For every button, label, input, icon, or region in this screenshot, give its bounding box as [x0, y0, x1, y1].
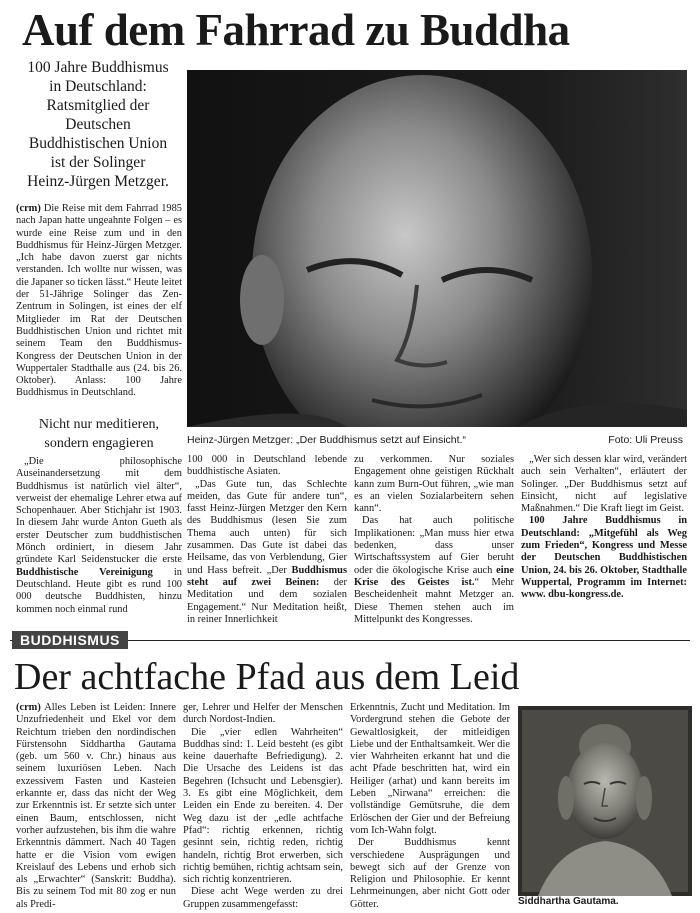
bold-text: eine Krise des Geistes ist. — [354, 564, 514, 588]
paragraph: zu verkommen. Nur soziales Engagement ohne geistigen Rückhalt kann zum Burn-Out führen, „wie man es an vielen Sozialarbeitern sehen kann“. — [354, 454, 514, 515]
column-3 — [354, 454, 514, 626]
author-lead: (crm) — [16, 203, 41, 214]
event-info-text: 100 Jahre Buddhismus in Deutschland: „Mitgefühl als Weg zum Frieden“, Kongress und Messe der Deutschen Buddhistischen Union, 24. bis 26. Oktober, Stadthalle Wuppertal, Programm im Internet: www. dbu-kongress.de. — [521, 515, 687, 601]
subheading — [16, 415, 182, 453]
paragraph — [16, 456, 182, 616]
body-text: “ Mehr Bescheidenheit mahnt Metzger an. Diese Themen stehen auch im Mittelpunkt des Kongresses. — [354, 576, 515, 625]
body-text: Die Reise mit dem Fahrrad 1985 nach Japan hatte ungeahnte Folgen – es wurde eine Reise zum und in den Buddhismus für Heinz-Jürgen Metzger. „Ich habe davon zuerst gar nichts verstanden. Ich wollte nur wissen, was die Japaner so ticken lässt.“ Heute leitet der 51-Jährige Solinger das Zen-Zentrum in Solingen, ist eines der elf Mitglieder im Rat der Deutschen Buddhistischen Union und richtet mit seinem Team den Buddhismus-Kongress der Deutschen Union in der Wuppertaler Stadthalle aus (24. bis 26. Oktober). Anlass: 100 Jahre Buddhismus in Deutschland. — [16, 203, 182, 399]
paragraph — [16, 702, 176, 911]
subheading-line: sondern engagieren — [44, 436, 154, 451]
intro-line: Buddhistischen Union — [28, 135, 168, 152]
bold-text: Buddhismus steht auf zwei Beinen: — [187, 564, 347, 588]
intro-line: Ratsmitglied der — [46, 97, 150, 114]
author-lead: (crm) — [16, 702, 41, 713]
headline-2: Der achtfache Pfad aus dem Leid — [14, 656, 520, 698]
intro-deck — [14, 58, 182, 191]
caption-text: Heinz-Jürgen Metzger: „Der Buddhismus setzt auf Einsicht.“ — [187, 434, 466, 446]
photo-credit: Foto: Uli Preuss — [608, 434, 683, 446]
paragraph: Erkenntnis, Zucht und Meditation. Im Vordergrund stehen die Gebote der Gewaltlosigkeit, der mitleidigen Liebe und der Enthaltsamkeit. Wer die vier Wahrheiten erkannt hat und die acht Pfade beschritten hat, wird ein Heiliger (arhat) und kann bereits im Leben „Nirwana“ erreichen: die vollständige Gemütsruhe, die dem Erlöschen der Gier und der Befreiung vom Ich-Wahn folgt. — [350, 702, 510, 836]
section-kicker: BUDDHISMUS — [12, 631, 128, 649]
body-text: Alles Leben ist Leiden: Innere Unzufriedenheit und Ekel vor dem Reichtum trieben den nordindischen Fürstensohn Siddhartha Gautama (geb. um 560 v. Chr.) hinaus aus seinem luxuriösen Leben. Nach exzessivem Fasten und Kasteien erkannte er, dass das nicht der Weg zur Erkenntnis ist. Er setzte sich unter einen Baum, entschlossen, nicht vorher aufzustehen, bis ihm die wahre Erkenntnis dämmert. Nach 40 Tagen hatte er die Vision vom ewigen Kreislauf des Lebens und erhob sich als „Erwachter“ (Sanskrit: Buddha). Bis zu seinem Tod mit 80 zog er nun als Predi- — [16, 702, 177, 910]
column-1-bottom — [16, 456, 182, 616]
intro-line: ist der Solinger — [50, 154, 146, 171]
column-1-article-2 — [16, 702, 176, 911]
body-text: der Meditation und dem sozialen Engagement.“ Nur Meditation heißt, in reiner Innerlichkeit — [187, 576, 347, 625]
paragraph: „Wer sich dessen klar wird, verändert auch sein Verhalten“, erläutert der Solinger. „Der Buddhismus setzt auf Einsicht, nicht auf legislative Maßnahmen.“ Die Kraft liegt im Geist. — [521, 454, 687, 515]
column-1-top — [16, 203, 182, 400]
intro-line: Deutschen — [65, 116, 131, 133]
paragraph: Diese acht Wege werden zu drei Gruppen zusammengefasst: — [183, 886, 343, 910]
portrait-image — [187, 70, 687, 427]
body-text: in Deutschland. Heute gibt es rund 100 000 deutsche Buddhisten, hinzu kommen noch einmal rund — [16, 566, 182, 615]
intro-line: in Deutschland: — [49, 78, 147, 95]
paragraph: Der Buddhismus kennt verschiedene Ausprägungen und bewegt sich auf der Grenze von Religion und Philosophie. Er kennt Lehrmeinungen, aber nicht Gott oder Götter. — [350, 837, 510, 910]
bold-text: Buddhistische Vereinigung — [16, 566, 153, 578]
paragraph: Die „vier edlen Wahrheiten“ Buddhas sind: 1. Leid besteht (es gibt keine dauerhafte Befriedigung). 2. Die Ursache des Leidens ist das Begehren (Ichsucht und Lebensgier). 3. Es gibt eine Möglichkeit, dem Leiden ein Ende zu bereiten. 4. Der Weg dazu ist der „edle achtfache Pfad“: richtig erkennen, richtig gesinnt sein, richtig reden, richtig handeln, richtig Brot erwerben, sich richtig bemühen, richtig achtsam sein, sich richtig konzentrieren. — [183, 726, 343, 886]
column-3-article-2 — [350, 702, 510, 911]
paragraph — [354, 515, 514, 626]
portrait-photo — [187, 70, 687, 427]
intro-line: Heinz-Jürgen Metzger. — [27, 173, 169, 190]
column-4 — [521, 454, 687, 602]
body-text: „Das Gute tun, das Schlechte meiden, das Gute für andere tun“, fasst Heinz-Jürgen Metzger den Kern des Buddhismus (lesen Sie zum Thema auch unten) für sich zusammen. Das Gute ist dabei das Heilsame, das von Verblendung, Gier und Hass befreit. „Der — [187, 478, 347, 576]
body-text: „Die philosophische Auseinandersetzung mit dem Buddhismus ist natürlich viel älter“, verweist der ehemalige Lehrer etwa auf Schopenhauer. Aber Stichjahr ist 1903. In diesem Jahr wurde Anton Gueth als erster Deutscher zum buddhistischen Mönch ordiniert, in diesem Jahr gründete Karl Seidenstucker die erste — [16, 456, 182, 566]
buddha-illustration — [518, 706, 692, 896]
image-caption: Siddhartha Gautama. — [518, 896, 619, 907]
paragraph — [16, 203, 182, 400]
column-2-article-2 — [183, 702, 343, 911]
paragraph: 100 000 in Deutschland lebende buddhistische Asiaten. — [187, 454, 347, 478]
body-text: Das hat auch politische Implikationen: „Man muss hier etwa bedenken, dass unser Wirtschaftssystem auf Gier beruht oder die ökologische Krise auch — [354, 515, 514, 576]
subheading-line: Nicht nur meditieren, — [38, 417, 160, 432]
headline-1: Auf dem Fahrrad zu Buddha — [22, 5, 570, 55]
intro-line: 100 Jahre Buddhismus — [27, 59, 169, 76]
event-info — [521, 515, 687, 601]
photo-caption — [187, 434, 687, 446]
paragraph: ger, Lehrer und Helfer der Menschen durch Nordost-Indien. — [183, 702, 343, 726]
column-2 — [187, 454, 347, 626]
buddha-statue-image — [518, 706, 692, 896]
paragraph — [187, 479, 347, 627]
